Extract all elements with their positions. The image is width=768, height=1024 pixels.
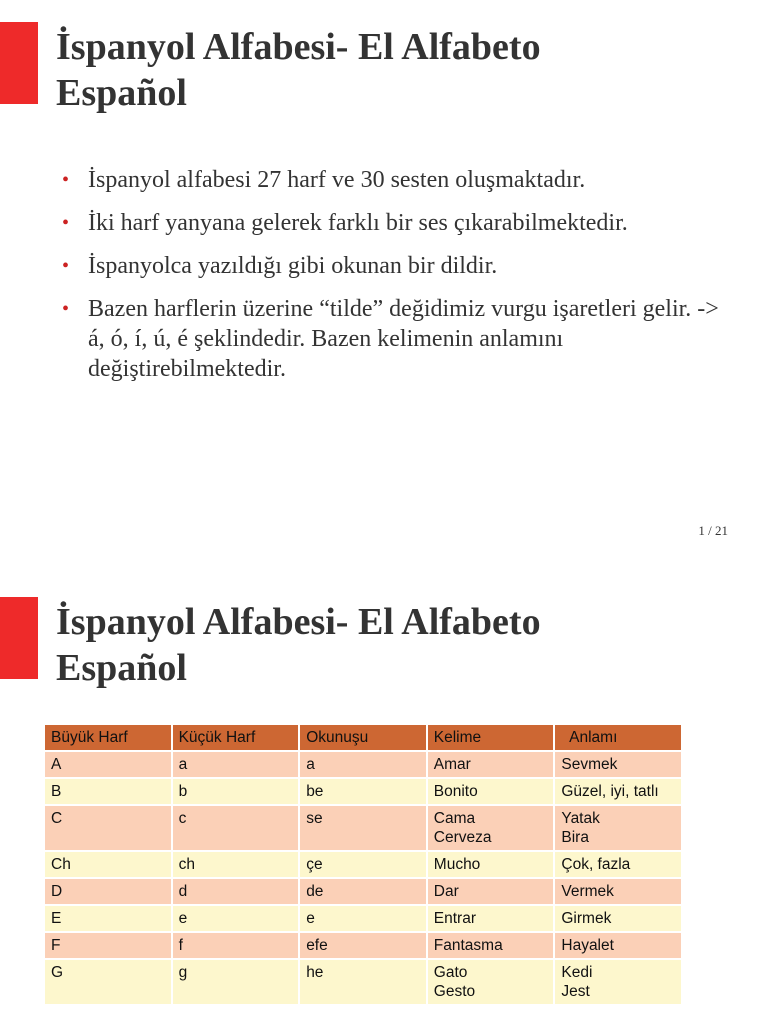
table-row xyxy=(44,905,682,932)
table-cell: he xyxy=(299,959,427,1005)
table-cell: Amar xyxy=(427,751,555,778)
slide-2 xyxy=(0,575,768,1024)
table-cell: Entrar xyxy=(427,905,555,932)
table-cell: Fantasma xyxy=(427,932,555,959)
bullet-item: • Bazen harflerin üzerine “tilde” değidimiz vurgu işaretleri gelir. -> á, ó, í, ú, é şeklindedir. Bazen kelimenin anlamını değiştirebilmektedir. xyxy=(62,296,719,382)
table-cell: d xyxy=(172,878,300,905)
table-cell: Mucho xyxy=(427,851,555,878)
column-header: Anlamı xyxy=(554,724,682,751)
table-cell: Hayalet xyxy=(554,932,682,959)
table-cell: e xyxy=(299,905,427,932)
table-row xyxy=(44,878,682,905)
table-cell: f xyxy=(172,932,300,959)
table-cell: Çok, fazla xyxy=(554,851,682,878)
table-cell: B xyxy=(44,778,172,805)
table-cell: ch xyxy=(172,851,300,878)
table-cell: E xyxy=(44,905,172,932)
table-row xyxy=(44,805,682,851)
column-header: Büyük Harf xyxy=(44,724,172,751)
bullet-dot-icon: • xyxy=(62,212,70,234)
column-header: Küçük Harf xyxy=(172,724,300,751)
table-cell: b xyxy=(172,778,300,805)
table-cell: c xyxy=(172,805,300,851)
bullet-dot-icon: • xyxy=(62,169,70,191)
accent-bar xyxy=(0,22,38,104)
bullet-item: • İspanyol alfabesi 27 harf ve 30 sesten oluşmaktadır. xyxy=(62,167,586,193)
table-cell: Cama Cerveza xyxy=(427,805,555,851)
bullet-item: • İki harf yanyana gelerek farklı bir ses çıkarabilmektedir. xyxy=(62,210,628,236)
column-header: Kelime xyxy=(427,724,555,751)
table-cell: F xyxy=(44,932,172,959)
accent-bar xyxy=(0,597,38,679)
table-cell: G xyxy=(44,959,172,1005)
table-cell: Güzel, iyi, tatlı xyxy=(554,778,682,805)
column-header: Okunuşu xyxy=(299,724,427,751)
table-cell: Ch xyxy=(44,851,172,878)
table-cell: Vermek xyxy=(554,878,682,905)
table-cell: e xyxy=(172,905,300,932)
table-cell: efe xyxy=(299,932,427,959)
title-line-1: İspanyol Alfabesi- El Alfabeto xyxy=(56,26,541,68)
table-row xyxy=(44,851,682,878)
table-row xyxy=(44,751,682,778)
table-cell: Gato Gesto xyxy=(427,959,555,1005)
bullet-dot-icon: • xyxy=(62,255,70,277)
table-row xyxy=(44,778,682,805)
table-cell: Dar xyxy=(427,878,555,905)
table-cell: çe xyxy=(299,851,427,878)
table-body xyxy=(44,751,682,1005)
table-row xyxy=(44,959,682,1005)
slide-title xyxy=(56,599,746,691)
title-line-2: Español xyxy=(56,647,187,689)
table-cell: de xyxy=(299,878,427,905)
table-cell: a xyxy=(299,751,427,778)
table-cell: Bonito xyxy=(427,778,555,805)
table-cell: se xyxy=(299,805,427,851)
table-cell: g xyxy=(172,959,300,1005)
bullet-list xyxy=(62,165,732,397)
bullet-item: • İspanyolca yazıldığı gibi okunan bir dildir. xyxy=(62,253,498,279)
table-header-row xyxy=(44,724,682,751)
table-cell: D xyxy=(44,878,172,905)
table-cell: Girmek xyxy=(554,905,682,932)
slide-title xyxy=(56,24,746,116)
table-cell: Yatak Bira xyxy=(554,805,682,851)
table-cell: C xyxy=(44,805,172,851)
title-line-2: Español xyxy=(56,72,187,114)
bullet-dot-icon: • xyxy=(62,298,70,320)
table-cell: Kedi Jest xyxy=(554,959,682,1005)
table-row xyxy=(44,932,682,959)
table-cell: Sevmek xyxy=(554,751,682,778)
table-cell: a xyxy=(172,751,300,778)
alphabet-table xyxy=(43,723,683,1006)
table-cell: A xyxy=(44,751,172,778)
page-number: 1 / 21 xyxy=(698,523,728,538)
title-line-1: İspanyol Alfabesi- El Alfabeto xyxy=(56,601,541,643)
table-cell: be xyxy=(299,778,427,805)
